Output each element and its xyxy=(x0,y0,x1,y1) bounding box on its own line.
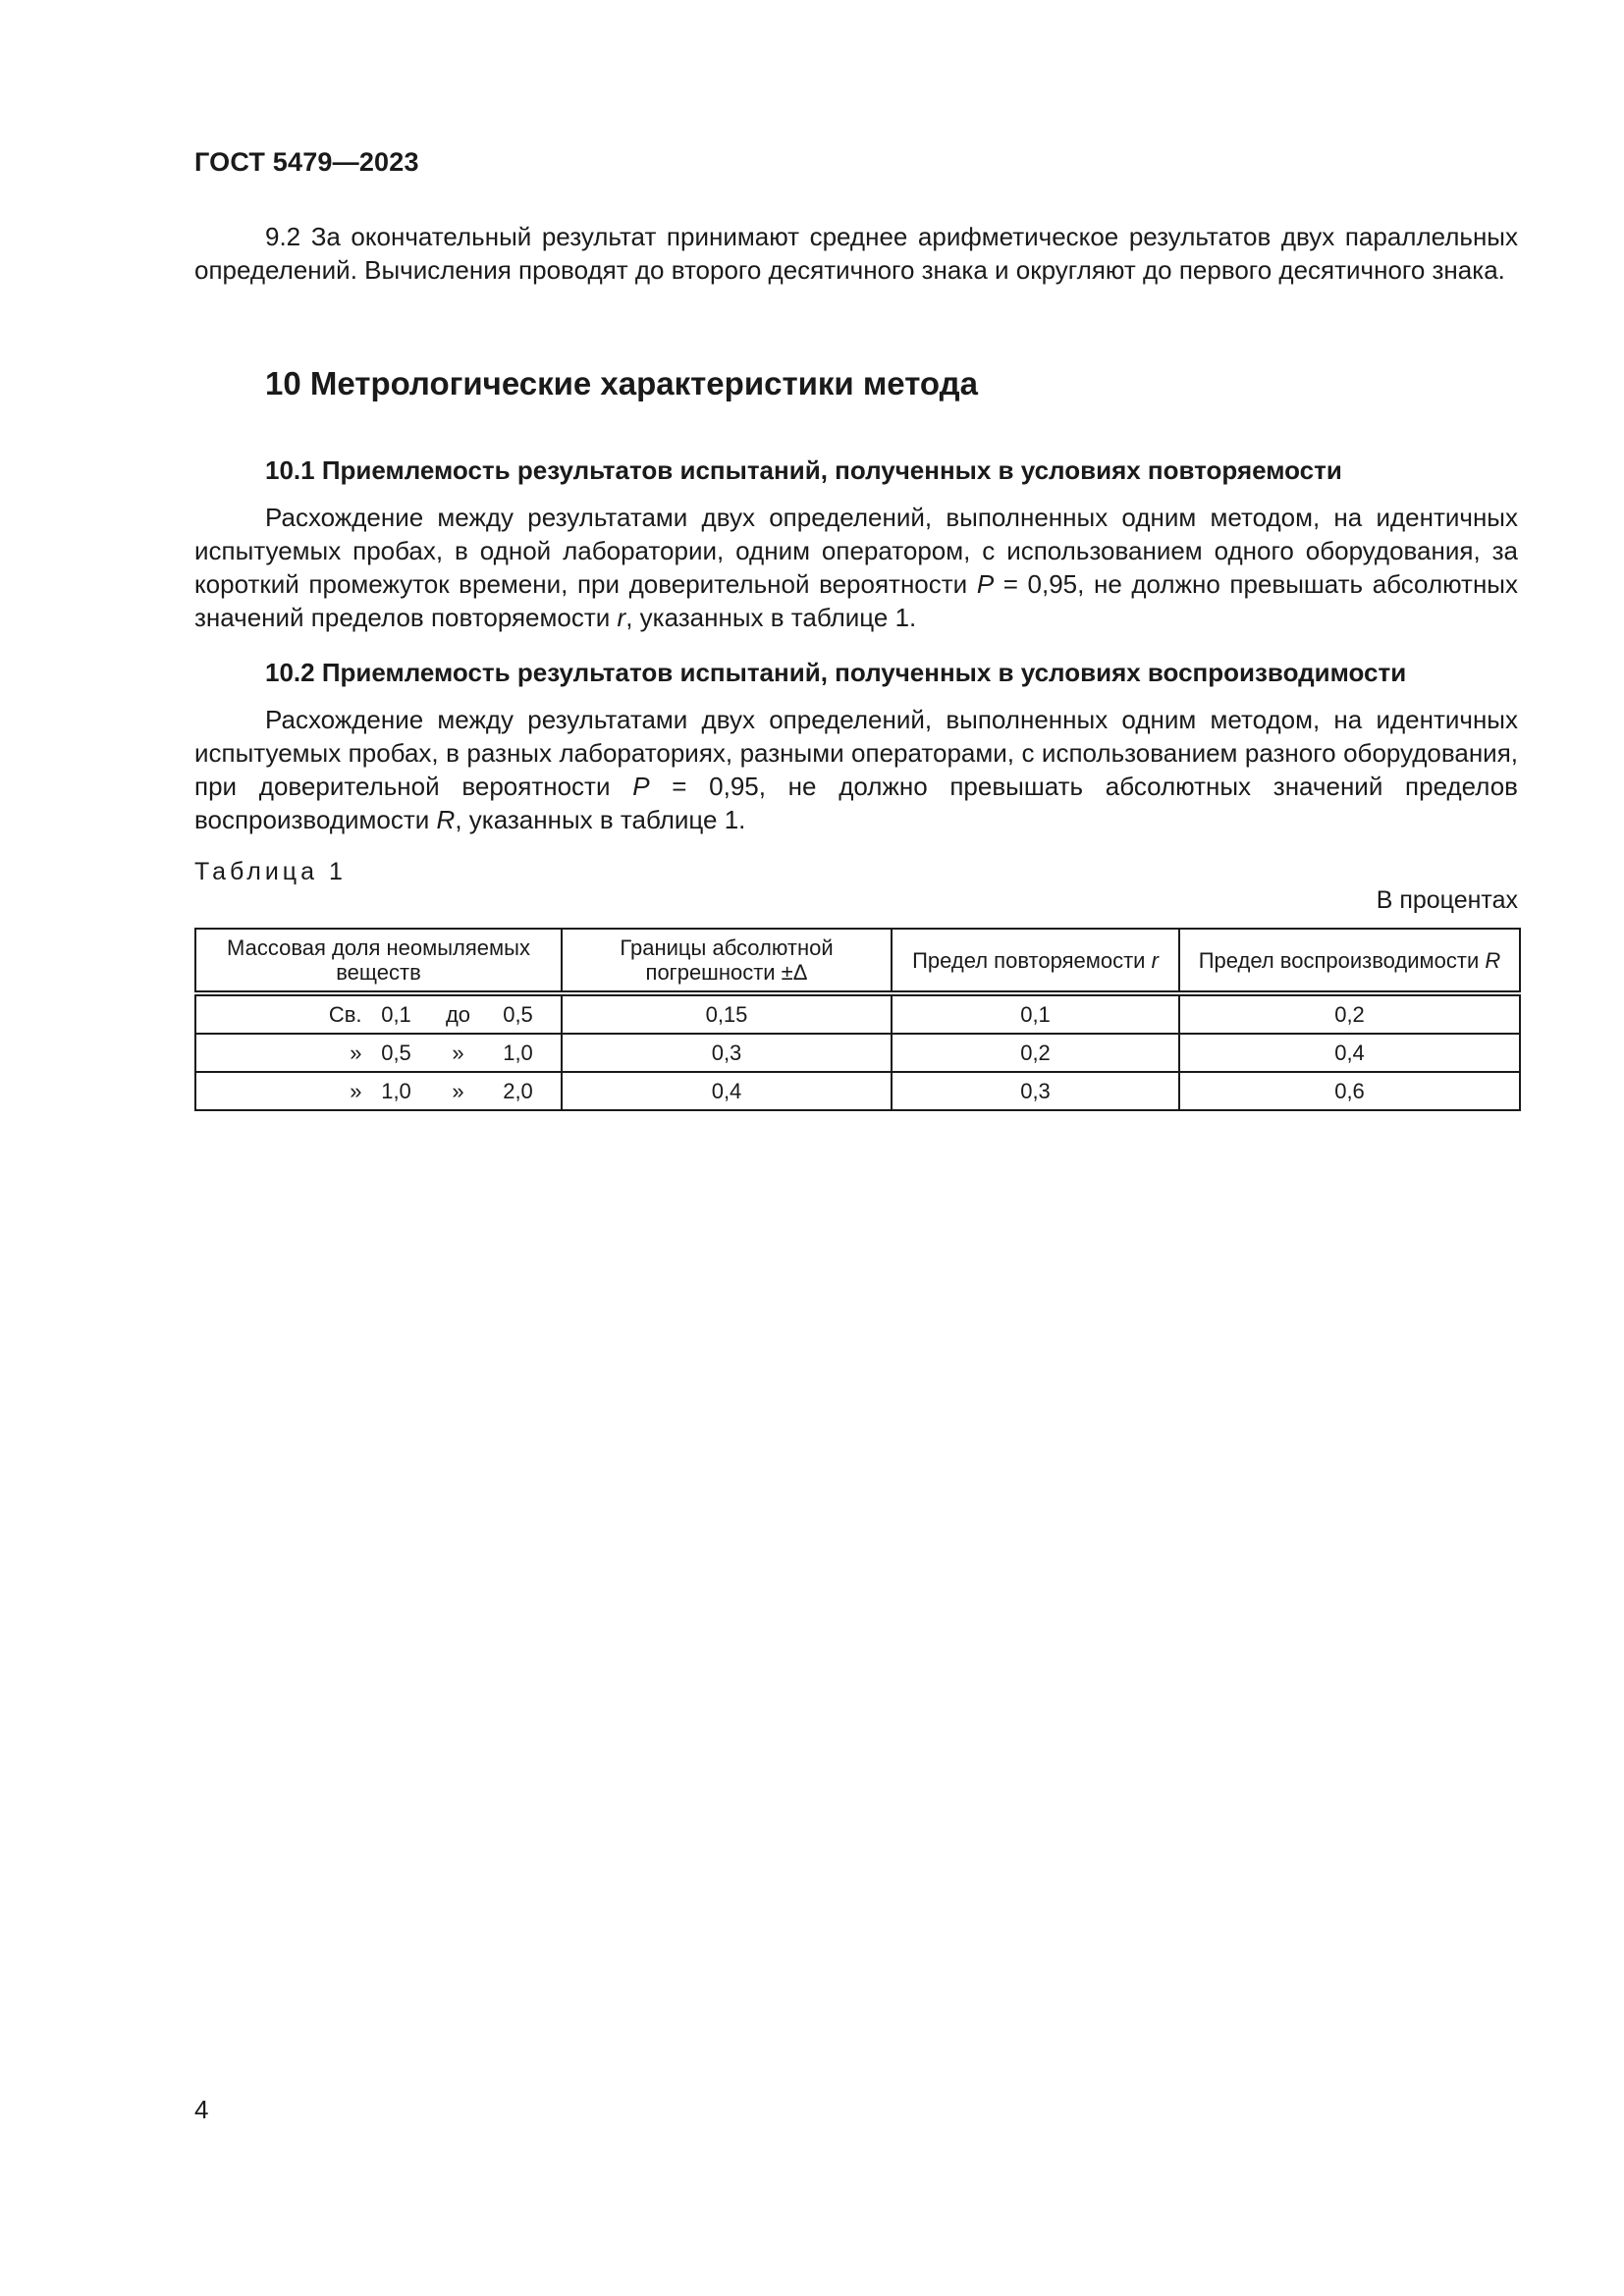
symbol-r: r xyxy=(1151,947,1159,973)
header-reproducibility xyxy=(1179,929,1520,993)
symbol-r: r xyxy=(617,603,626,632)
table-caption: Таблица 1 xyxy=(194,858,347,885)
table-header-row xyxy=(195,929,1520,993)
document-header: ГОСТ 5479—2023 xyxy=(194,147,419,177)
range-to: 2,0 xyxy=(503,1079,533,1103)
table-row xyxy=(195,993,1520,1034)
range-prefix: » xyxy=(350,1041,362,1065)
range-mid: до xyxy=(445,1002,471,1027)
symbol-R: R xyxy=(436,805,456,834)
header-mass-fraction: Массовая доля неомыляемых веществ xyxy=(195,929,562,993)
table-units: В процентах xyxy=(1376,886,1518,914)
text-segment: = 0,95, не должно превышать абсолютных значений пределов повторяемости xyxy=(194,569,1518,632)
range-prefix: Св. xyxy=(328,1002,362,1027)
error-cell: 0,3 xyxy=(562,1034,892,1072)
metrology-table xyxy=(194,928,1521,1111)
reproducibility-cell: 0,4 xyxy=(1179,1034,1520,1072)
subsection-10-1-title: 10.1 Приемлемость результатов испытаний, полученных в условиях повторяемости xyxy=(265,455,1342,485)
text-segment: Расхождение между результатами двух определений, выполненных одним методом, на идентичных испытуемых пробах, в одной лаборатории, одним оператором, с использованием одного оборудования, за короткий промежуток времени, при доверительной вероятности xyxy=(194,503,1518,599)
text-segment: Расхождение между результатами двух определений, выполненных одним методом, на идентичных испытуемых пробах, в разных лабораториях, разными операторами, с использованием разного оборудования, при доверительной вероятности xyxy=(194,705,1518,801)
reproducibility-cell: 0,6 xyxy=(1179,1072,1520,1110)
text-segment: = 0,95, не должно превышать абсолютных значений пределов воспроизводимости xyxy=(194,772,1518,834)
repeatability-cell: 0,2 xyxy=(892,1034,1179,1072)
repeatability-cell: 0,3 xyxy=(892,1072,1179,1110)
paragraph-10-1 xyxy=(194,501,1518,634)
header-error-bounds: Границы абсолютной погрешности ±Δ xyxy=(562,929,892,993)
subsection-10-2-title: 10.2 Приемлемость результатов испытаний, полученных в условиях воспроизводимости xyxy=(265,658,1407,687)
header-repeatability xyxy=(892,929,1179,993)
range-cell xyxy=(195,1034,562,1072)
table-row xyxy=(195,1034,1520,1072)
section-10-title: 10 Метрологические характеристики метода xyxy=(265,365,978,401)
range-cell xyxy=(195,993,562,1034)
symbol-p: P xyxy=(976,569,995,599)
text-segment: , указанных в таблице 1. xyxy=(455,805,746,834)
text-segment: , указанных в таблице 1. xyxy=(625,603,917,632)
error-cell: 0,15 xyxy=(562,993,892,1034)
range-prefix: » xyxy=(350,1079,362,1103)
range-from: 0,1 xyxy=(381,1002,411,1027)
range-to: 1,0 xyxy=(503,1041,533,1065)
range-mid: » xyxy=(452,1041,464,1065)
range-from: 1,0 xyxy=(381,1079,411,1103)
symbol-R: R xyxy=(1485,947,1501,973)
symbol-p: P xyxy=(632,772,650,801)
header-text: Предел повторяемости xyxy=(912,947,1152,973)
range-from: 0,5 xyxy=(381,1041,411,1065)
paragraph-9-2: 9.2 За окончательный результат принимают среднее арифметическое результатов двух параллельных определений. Вычисления проводят до второго десятичного знака и округляют до первого десятичного знака. xyxy=(194,222,1518,285)
header-text: Предел воспроизводимости xyxy=(1198,947,1486,973)
page-number: 4 xyxy=(194,2095,209,2124)
range-mid: » xyxy=(452,1079,464,1103)
table-row xyxy=(195,1072,1520,1110)
error-cell: 0,4 xyxy=(562,1072,892,1110)
range-cell xyxy=(195,1072,562,1110)
reproducibility-cell: 0,2 xyxy=(1179,993,1520,1034)
paragraph-10-2 xyxy=(194,703,1518,836)
range-to: 0,5 xyxy=(503,1002,533,1027)
repeatability-cell: 0,1 xyxy=(892,993,1179,1034)
